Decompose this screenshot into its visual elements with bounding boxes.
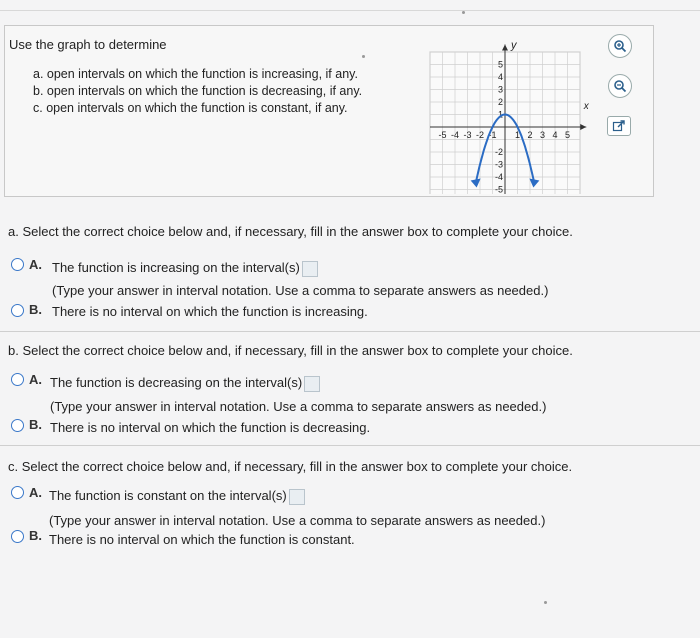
function-graph — [428, 36, 618, 194]
option-b-letter: B. — [29, 417, 42, 432]
option-a-radio[interactable] — [11, 373, 24, 386]
x-axis-label: x — [583, 101, 589, 112]
option-a-radio[interactable] — [11, 258, 24, 271]
option-a-label — [52, 260, 318, 277]
x-tick-label: -4 — [450, 130, 460, 140]
y-tick-label: 5 — [497, 59, 503, 70]
y-tick-label: 4 — [497, 72, 503, 82]
option-b-text: There is no interval on which the function is constant. — [49, 532, 355, 547]
interval-answer-box[interactable] — [302, 261, 318, 277]
zoom-in-button[interactable] — [608, 34, 632, 58]
section-divider — [0, 331, 700, 332]
y-axis-arrow — [502, 45, 508, 51]
x-tick-label: -2 — [475, 130, 485, 140]
stray-mark — [362, 55, 365, 58]
y-tick-label: -4 — [494, 172, 503, 182]
option-a-text: The function is increasing on the interval(s) — [52, 260, 300, 275]
option-b-radio[interactable] — [11, 530, 24, 543]
y-tick-label: -2 — [494, 147, 503, 157]
option-b-text: There is no interval on which the function is decreasing. — [50, 420, 371, 435]
stray-mark — [544, 601, 547, 604]
option-a-letter: A. — [29, 485, 42, 500]
x-tick-label: -5 — [438, 130, 447, 140]
part-a-text: a. open intervals on which the function is increasing, if any. — [33, 67, 358, 81]
x-tick-label: 2 — [527, 130, 533, 140]
section-b-heading: b. Select the correct choice below and, if necessary, fill in the answer box to complete your choice. — [8, 343, 573, 358]
x-tick-label: 1 — [514, 130, 521, 140]
section-divider — [0, 445, 700, 446]
interval-answer-box[interactable] — [289, 489, 305, 505]
option-a-text: The function is decreasing on the interval(s) — [50, 375, 303, 390]
top-divider — [0, 10, 700, 11]
option-a-radio[interactable] — [11, 486, 24, 499]
x-axis-arrow — [580, 124, 586, 130]
option-a-letter: A. — [29, 257, 42, 272]
magnifier-minus-icon — [613, 79, 627, 93]
part-c-text: c. open intervals on which the function is constant, if any. — [33, 101, 348, 115]
section-c-heading: c. Select the correct choice below and, if necessary, fill in the answer box to complete your choice. — [8, 459, 573, 474]
option-a-text: The function is constant on the interval(s) — [49, 488, 287, 503]
option-a-label — [49, 488, 305, 505]
open-external-button[interactable] — [607, 116, 631, 136]
option-b-text: There is no interval on which the function is increasing. — [52, 304, 368, 319]
answer-hint: (Type your answer in interval notation. Use a comma to separate answers as needed.) — [52, 283, 549, 298]
option-a-label — [50, 375, 320, 392]
x-tick-label: 5 — [564, 130, 571, 140]
option-b-radio[interactable] — [11, 419, 24, 432]
option-b-radio[interactable] — [11, 304, 24, 317]
y-axis-label: y — [511, 39, 517, 52]
question-prompt: Use the graph to determine — [9, 37, 167, 52]
y-tick-label: -3 — [494, 159, 503, 170]
y-tick-label: 3 — [497, 84, 503, 95]
option-b-letter: B. — [29, 302, 42, 317]
interval-answer-box[interactable] — [304, 376, 320, 392]
option-a-letter: A. — [29, 372, 42, 387]
external-link-icon — [612, 120, 626, 132]
zoom-out-button[interactable] — [608, 74, 632, 98]
section-a-heading: a. Select the correct choice below and, if necessary, fill in the answer box to complete your choice. — [8, 224, 573, 239]
x-tick-label: 3 — [539, 130, 546, 140]
part-b-text: b. open intervals on which the function is decreasing, if any. — [33, 84, 363, 98]
y-tick-label: -5 — [494, 184, 503, 194]
x-tick-label: -3 — [463, 130, 472, 140]
answer-hint: (Type your answer in interval notation. Use a comma to separate answers as needed.) — [49, 513, 546, 528]
y-tick-label: 1 — [497, 109, 503, 120]
x-tick-label: 4 — [552, 130, 558, 140]
x-tick-label: -1 — [488, 130, 497, 140]
answer-hint: (Type your answer in interval notation. Use a comma to separate answers as needed.) — [50, 399, 547, 414]
stray-mark — [462, 11, 465, 14]
magnifier-plus-icon — [613, 39, 627, 53]
question-parts — [33, 66, 362, 117]
y-tick-label: 2 — [497, 97, 503, 107]
option-b-letter: B. — [29, 528, 42, 543]
